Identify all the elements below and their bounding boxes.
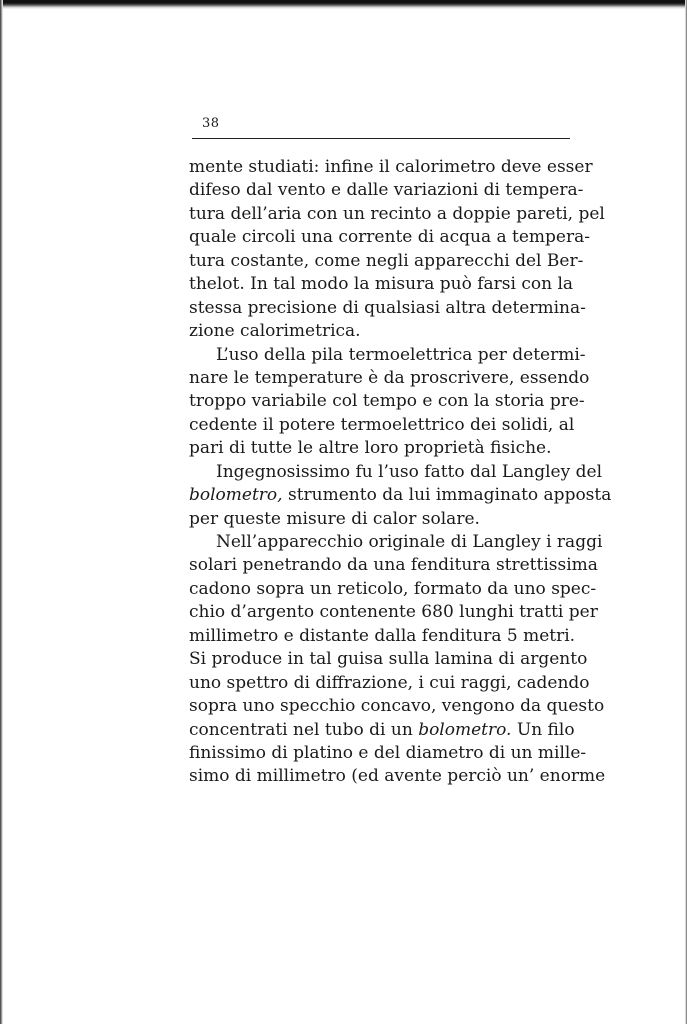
text-line: cedente il potere termoelettrico dei solidi, al xyxy=(189,414,575,435)
page-number: 38 xyxy=(202,116,220,131)
text-line: troppo variabile col tempo e con la storia pre- xyxy=(189,391,585,412)
text-line: finissimo di platino e del diametro di un mille- xyxy=(189,742,587,763)
italic-term: bolometro, xyxy=(189,485,283,506)
text-line: solari penetrando da una fenditura strettissima xyxy=(189,555,598,576)
text-line: sopra uno specchio concavo, vengono da questo xyxy=(189,696,605,717)
text-line: per queste misure di calor solare. xyxy=(189,508,480,529)
text-line: quale circoli una corrente di acqua a tempera- xyxy=(189,227,590,248)
text-line: millimetro e distante dalla fenditura 5 metri. xyxy=(189,625,576,646)
text-segment: strumento da lui immaginato apposta xyxy=(287,485,612,506)
scan-top-edge xyxy=(0,0,687,9)
text-line: uno spettro di diffrazione, i cui raggi, cadendo xyxy=(189,672,590,693)
text-line: nare le temperature è da proscrivere, essendo xyxy=(189,367,590,388)
text-line: thelot. In tal modo la misura può farsi con la xyxy=(189,274,574,295)
text-line: simo di millimetro (ed avente perciò un’ enorme xyxy=(189,766,606,787)
text-line: chio d’argento contenente 680 lunghi tratti per xyxy=(189,602,598,623)
text-line: zione calorimetrica. xyxy=(189,321,361,342)
italic-term: bolometro. xyxy=(418,719,512,740)
scan-left-edge xyxy=(0,0,3,1024)
text-line: mente studiati: infine il calorimetro deve esser xyxy=(189,157,593,177)
text-line-with-italic xyxy=(189,719,575,742)
text-line: pari di tutte le altre loro proprietà fisiche. xyxy=(189,438,552,459)
text-line: L’uso della pila termoelettrica per determi- xyxy=(216,344,586,365)
text-line: difeso dal vento e dalle variazioni di tempera- xyxy=(189,180,584,201)
text-line: tura dell’aria con un recinto a doppie pareti, pel xyxy=(189,203,605,224)
text-line: Ingegnosissimo fu l’uso fatto dal Langley del xyxy=(216,461,603,482)
body-text xyxy=(189,156,612,789)
header-rule xyxy=(192,138,570,139)
text-line: cadono sopra un reticolo, formato da uno spec- xyxy=(189,578,597,599)
text-line: stessa precisione di qualsiasi altra determina- xyxy=(189,297,586,318)
text-segment: concentrati nel tubo di un xyxy=(189,719,413,740)
text-line: tura costante, come negli apparecchi del Ber- xyxy=(189,250,584,271)
text-segment: Un filo xyxy=(516,719,575,740)
text-line: Nell’apparecchio originale di Langley i raggi xyxy=(216,532,603,552)
text-line: Si produce in tal guisa sulla lamina di argento xyxy=(189,649,588,670)
text-line-with-italic xyxy=(189,484,612,507)
